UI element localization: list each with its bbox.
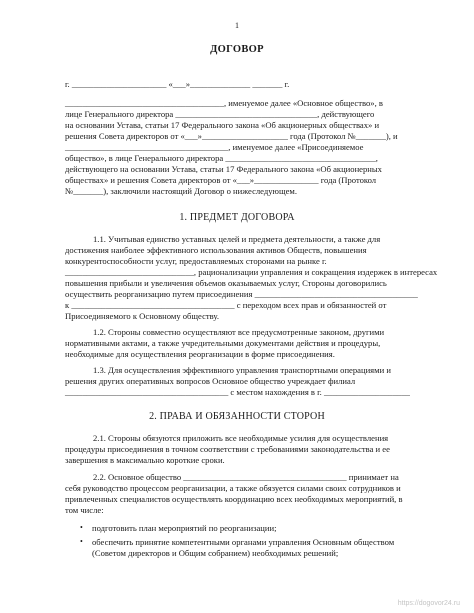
list-item: обеспечить принятие компетентными органами управления Основным обществом [92,537,395,547]
paragraph-line: нормативными актами, а также учредительными документами действия и процедуры, [65,338,381,348]
paragraph-line: осуществить реорганизацию путем присоединения ______________________________________ [65,289,418,299]
paragraph-line: повышения прибыли и увеличения объемов оказываемых услуг, Стороны договорились [65,278,387,288]
preamble-line: обществах» и решения Совета директоров от «___»_______________ года (Протокол [65,175,377,185]
paragraph-line: 2.1. Стороны обязуются приложить все необходимые усилия для осуществления [93,433,389,443]
bullet-icon: • [80,523,83,532]
paragraph-line: Присоединяемого к Основному обществу. [65,311,219,321]
section-heading: 2. ПРАВА И ОБЯЗАННОСТИ СТОРОН [149,411,325,422]
paragraph-line: 1.3. Для осуществления эффективного управления транспортными операциями и [93,365,391,375]
paragraph-line: 1.1. Учитывая единство уставных целей и предмета деятельности, а также для [93,234,381,244]
paragraph-line: привлеченных специалистов осуществлять координацию всех необходимых мероприятий, в [65,494,403,504]
list-item: подготовить план мероприятий по реорганизации; [92,523,277,533]
preamble-line: действующего на основании Устава, статьи 17 Федерального закона «Об акционерных [65,164,382,174]
preamble-line: №_______), заключили настоящий Договор о нижеследующем. [65,186,297,196]
paragraph-line: ______________________________, рационализации управления и сокращения издержек в интересах [65,267,438,277]
list-item: (Советом директоров и Общим собранием) необходимых решений; [92,548,339,558]
paragraph-line: к ______________________________________ с переходом всех прав и обязанностей от [65,300,387,310]
preamble-line: общество», в лице Генерального директора ___________________________________, [65,153,378,163]
page-number: 1 [235,21,239,30]
document-title: ДОГОВОР [210,44,264,55]
paragraph-line: том числе: [65,505,104,515]
bullet-icon: • [80,537,83,546]
preamble-line: решения Совета директоров от «___»____________________ года (Протокол №_______), и [65,131,398,141]
paragraph-line: достижения наиболее эффективного использования активов Обществ, повышения [65,245,367,255]
preamble-line: лице Генерального директора _________________________________, действующего [65,109,375,119]
paragraph-line: завершения в максимально короткие сроки. [65,455,225,465]
paragraph-line: процедуры присоединения в точном соответствии с требованиями законодательства и ее [65,444,390,454]
paragraph-line: конкурентоспособности услуг, предоставляемых сторонами на рынке г. [65,256,327,266]
paragraph-line: решения других оперативных вопросов Основное общество учреждает филиал [65,376,356,386]
section-heading: 1. ПРЕДМЕТ ДОГОВОРА [179,212,295,223]
paragraph-line: 2.2. Основное общество ______________________________________ принимает на [93,472,399,482]
preamble-line: ______________________________________, именуемое далее «Присоединяемое [65,142,364,152]
watermark: https://dogovor24.ru [397,600,460,607]
paragraph-line: себя руководство процессом реорганизации, а также обязуется силами своих сотрудников и [65,483,401,493]
paragraph-line: 1.2. Стороны совместно осуществляют все предусмотренные законом, другими [93,327,385,337]
preamble-line: на основании Устава, статьи 17 Федерального закона «Об акционерных обществах» и [65,120,380,130]
paragraph-line: необходимые для осуществления реорганизации в форме присоединения. [65,349,335,359]
city-date-line: г. ______________________ «___»______________ _______ г. [65,79,290,89]
paragraph-line: ______________________________________ с местом нахождения в г. ____________________ [65,387,410,397]
preamble-line: _____________________________________, именуемое далее «Основное общество», в [65,98,383,108]
